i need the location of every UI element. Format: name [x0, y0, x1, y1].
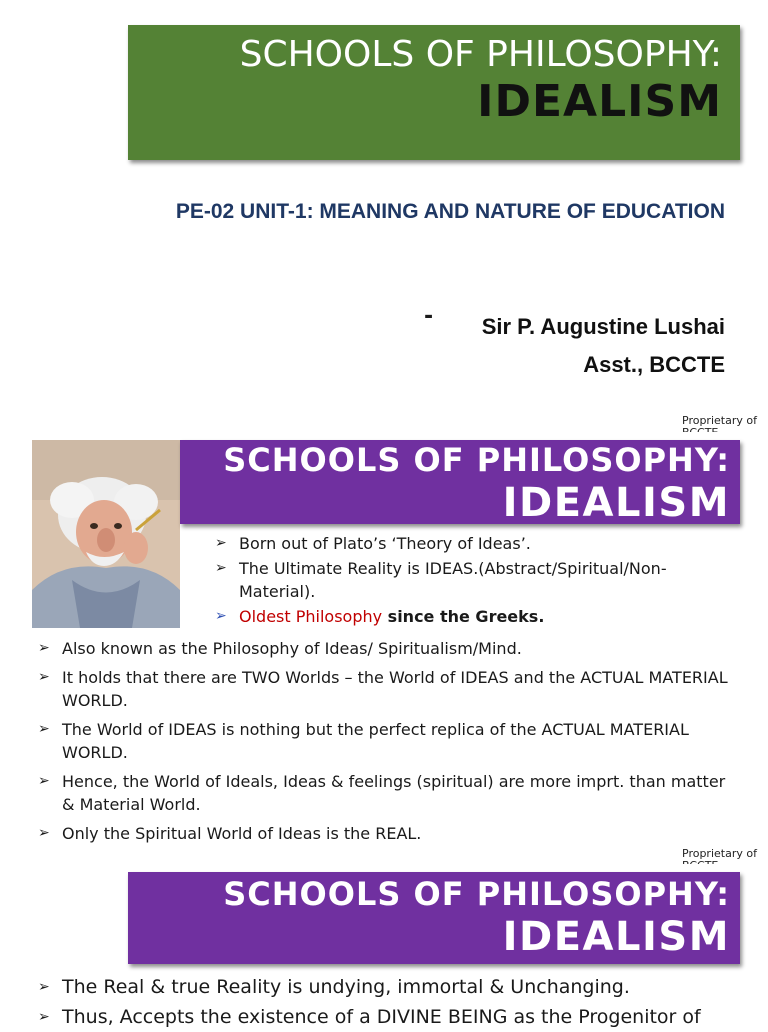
title-banner: [180, 440, 740, 524]
title-line-1: SCHOOLS OF PHILOSOPHY:: [223, 441, 730, 479]
list-item: ➢ Thus, Accepts the existence of a DIVINE BEING as the Progenitor of: [38, 1002, 738, 1032]
philosopher-caricature-image: [32, 440, 180, 628]
unit-subtitle: PE-02 UNIT-1: MEANING AND NATURE OF EDUCATION: [175, 200, 725, 223]
list-item: ➢ Oldest Philosophy since the Greeks.: [215, 607, 545, 626]
author-block: [482, 308, 725, 384]
list-item: ➢ The Real & true Reality is undying, immortal & Unchanging.: [38, 972, 738, 1002]
title-line-1: SCHOOLS OF PHILOSOPHY:: [239, 34, 722, 75]
author-dash: -: [424, 304, 434, 329]
list-item: ➢ It holds that there are TWO Worlds – the World of IDEAS and the ACTUAL MATERIAL WORLD.: [38, 668, 728, 710]
intro-bullet-list: [215, 532, 735, 630]
arrow-bullet-icon: ➢: [215, 535, 227, 551]
title-banner: [128, 25, 740, 160]
slide3-bullet-list: [38, 972, 738, 1032]
arrow-bullet-icon: ➢: [215, 608, 227, 624]
list-item: ➢ The World of IDEAS is nothing but the perfect replica of the ACTUAL MATERIAL WORLD.: [38, 720, 689, 762]
arrow-bullet-icon: ➢: [38, 979, 50, 995]
arrow-bullet-icon: ➢: [38, 721, 50, 737]
title-line-2: IDEALISM: [502, 480, 730, 526]
caricature-illustration: [32, 440, 180, 628]
arrow-bullet-icon: ➢: [38, 825, 50, 841]
arrow-bullet-icon: ➢: [38, 773, 50, 789]
arrow-bullet-icon: ➢: [215, 560, 227, 576]
list-item: ➢ The Ultimate Reality is IDEAS.(Abstract/Spiritual/Non-Material).: [215, 559, 667, 601]
arrow-bullet-icon: ➢: [38, 640, 50, 656]
proprietary-note: Proprietary of: [682, 847, 757, 860]
title-line-2: IDEALISM: [502, 914, 730, 960]
slide-3: [0, 864, 768, 1028]
arrow-bullet-icon: ➢: [38, 669, 50, 685]
slide-1: [0, 0, 768, 432]
arrow-bullet-icon: ➢: [38, 1009, 50, 1025]
slide-2: [0, 432, 768, 864]
title-line-1: SCHOOLS OF PHILOSOPHY:: [223, 875, 730, 913]
title-line-2: IDEALISM: [477, 76, 722, 127]
list-item: ➢ Only the Spiritual World of Ideas is the REAL.: [38, 824, 422, 843]
proprietary-note: Proprietary of: [682, 414, 757, 427]
list-item: ➢ Also known as the Philosophy of Ideas/ Spiritualism/Mind.: [38, 639, 522, 658]
author-role: Asst., BCCTE: [583, 352, 725, 377]
main-bullet-list: [38, 637, 738, 851]
author-name: Sir P. Augustine Lushai: [481, 314, 725, 339]
oldest-philosophy-highlight: Oldest Philosophy: [239, 607, 383, 626]
title-banner: [128, 872, 740, 964]
list-item: ➢ Hence, the World of Ideals, Ideas & feelings (spiritual) are more imprt. than matter & Material World.: [38, 772, 726, 814]
list-item: ➢ Born out of Plato’s ‘Theory of Ideas’.: [215, 534, 531, 553]
